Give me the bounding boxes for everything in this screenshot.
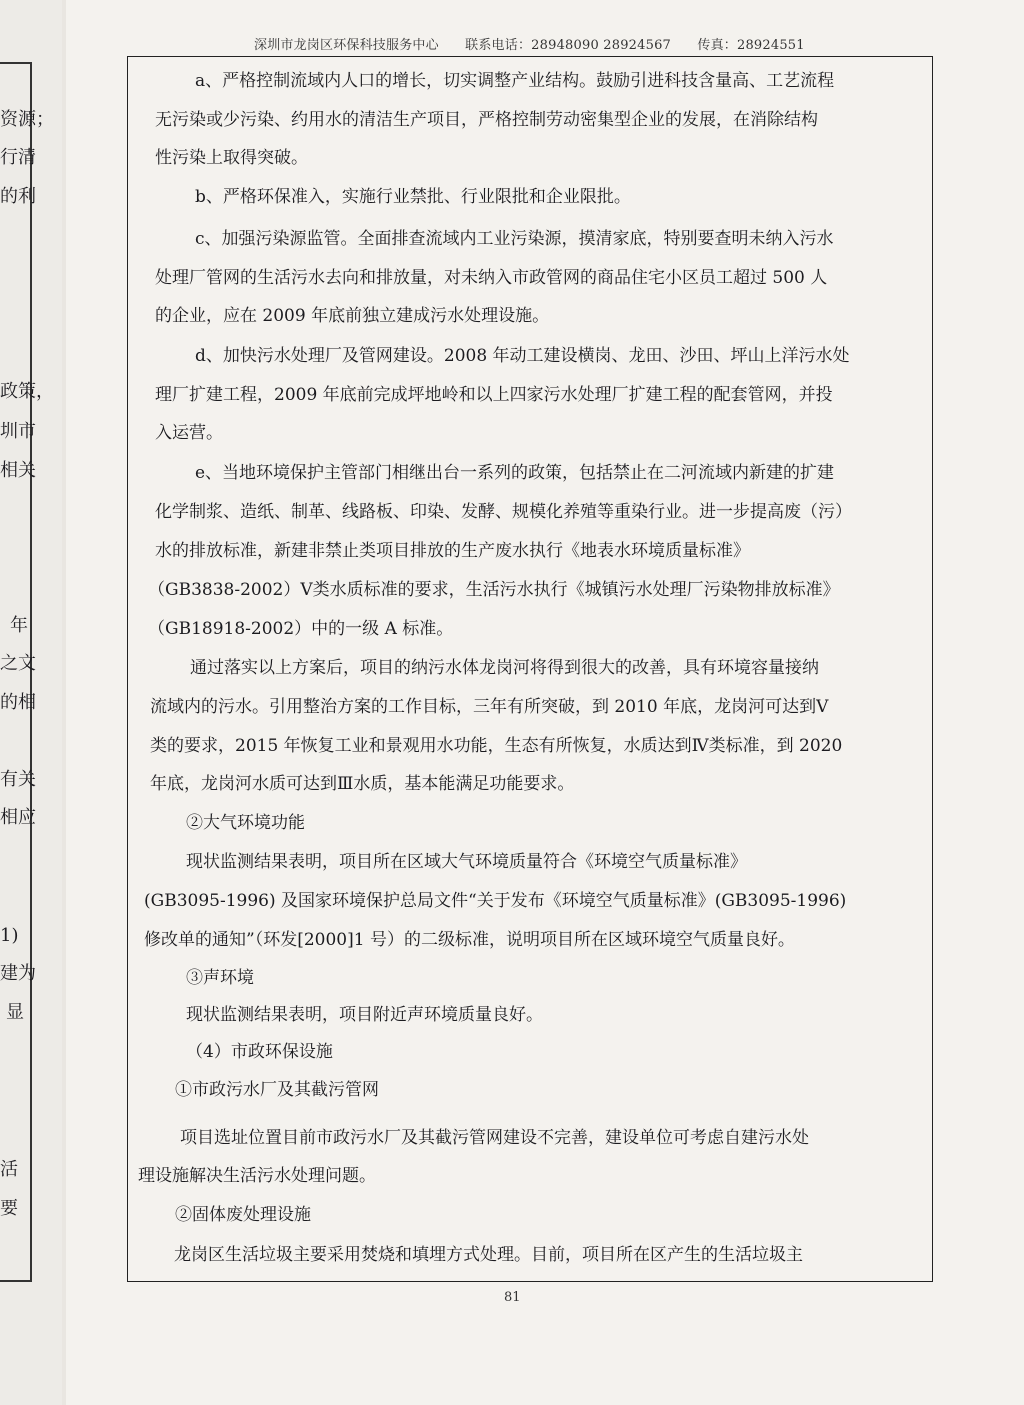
text-line: 类的要求，2015 年恢复工业和景观用水功能，生态有所恢复，水质达到Ⅳ类标准，到 2020 [150, 736, 843, 756]
text-line: 项目选址位置目前市政污水厂及其截污管网建设不完善，建设单位可考虑自建污水处 [180, 1128, 809, 1148]
text-line: 性污染上取得突破。 [155, 148, 308, 168]
text-line: 理设施解决生活污水处理问题。 [138, 1166, 376, 1186]
previous-page-edge [0, 0, 62, 1405]
left-fragment: 年 [10, 615, 28, 636]
page-number: 81 [504, 1290, 521, 1305]
section-heading: ②大气环境功能 [186, 813, 305, 833]
text-line: 理厂扩建工程，2009 年底前完成坪地岭和以上四家污水处理厂扩建工程的配套管网，并投 [155, 385, 833, 405]
left-fragment: 行清 [0, 147, 36, 168]
text-line: a、严格控制流域内人口的增长，切实调整产业结构。鼓励引进科技含量高、工艺流程 [195, 71, 835, 91]
text-line: 年底，龙岗河水质可达到Ⅲ水质，基本能满足功能要求。 [150, 774, 575, 794]
text-line: b、严格环保准入，实施行业禁批、行业限批和企业限批。 [195, 187, 631, 207]
text-line: 化学制浆、造纸、制革、线路板、印染、发酵、规模化养殖等重染行业。进一步提高废（污） [155, 502, 852, 522]
left-fragment: 建为 [0, 963, 36, 984]
section-heading: ③声环境 [186, 968, 254, 988]
section-heading: （4）市政环保设施 [186, 1042, 333, 1062]
header-phone: 联系电话：28948090 28924567 [465, 38, 672, 53]
section-heading: ②固体废处理设施 [175, 1205, 311, 1225]
text-line: 修改单的通知”（环发[2000]1 号）的二级标准，说明项目所在区域环境空气质量良好。 [144, 930, 795, 950]
text-line: 流域内的污水。引用整治方案的工作目标，三年有所突破，到 2010 年底，龙岗河可达到Ⅴ [150, 697, 829, 717]
text-line: 无污染或少污染、约用水的清洁生产项目，严格控制劳动密集型企业的发展，在消除结构 [155, 110, 818, 130]
left-fragment: 的相 [0, 692, 36, 713]
left-fragment: 政策， [0, 381, 54, 402]
left-fragment: 有关 [0, 769, 36, 790]
text-line: 通过落实以上方案后，项目的纳污水体龙岗河将得到很大的改善，具有环境容量接纳 [190, 658, 819, 678]
text-line: 处理厂管网的生活污水去向和排放量，对未纳入市政管网的商品住宅小区员工超过 500 人 [155, 268, 828, 288]
left-fragment: 显 [6, 1002, 24, 1023]
text-line: d、加快污水处理厂及管网建设。2008 年动工建设横岗、龙田、沙田、坪山上洋污水处 [195, 346, 850, 366]
text-line: 的企业，应在 2009 年底前独立建成污水处理设施。 [155, 306, 550, 326]
text-line: （GB3838-2002）Ⅴ类水质标准的要求，生活污水执行《城镇污水处理厂污染物排放标准》 [148, 580, 840, 600]
text-line: 现状监测结果表明，项目附近声环境质量良好。 [186, 1005, 543, 1025]
left-fragment: 活 [0, 1159, 18, 1180]
left-fragment: 相关 [0, 460, 36, 481]
left-fragment: 之文 [0, 653, 36, 674]
left-fragment: 1) [0, 925, 19, 946]
text-line: 龙岗区生活垃圾主要采用焚烧和填埋方式处理。目前，项目所在区产生的生活垃圾主 [174, 1245, 803, 1265]
text-line: 入运营。 [155, 423, 223, 443]
text-line: e、当地环境保护主管部门相继出台一系列的政策，包括禁止在二河流域内新建的扩建 [195, 463, 835, 483]
text-line: c、加强污染源监管。全面排查流域内工业污染源，摸清家底，特别要查明未纳入污水 [195, 229, 834, 249]
left-fragment: 的利 [0, 186, 36, 207]
section-heading: ①市政污水厂及其截污管网 [175, 1080, 379, 1100]
header-org: 深圳市龙岗区环保科技服务中心 [254, 38, 439, 53]
text-line: (GB3095-1996) 及国家环境保护总局文件“关于发布《环境空气质量标准》(GB3095-1996) [144, 891, 847, 911]
text-line: 现状监测结果表明，项目所在区域大气环境质量符合《环境空气质量标准》 [186, 852, 747, 872]
text-line: （GB18918-2002）中的一级 A 标准。 [148, 619, 454, 639]
left-fragment: 圳市 [0, 421, 36, 442]
text-line: 水的排放标准，新建非禁止类项目排放的生产废水执行《地表水环境质量标准》 [155, 541, 750, 561]
page-header [254, 34, 827, 53]
left-fragment: 相应 [0, 807, 36, 828]
header-fax: 传真：28924551 [697, 38, 805, 53]
left-fragment: 要 [0, 1198, 18, 1219]
left-fragment: 资源； [0, 109, 54, 130]
